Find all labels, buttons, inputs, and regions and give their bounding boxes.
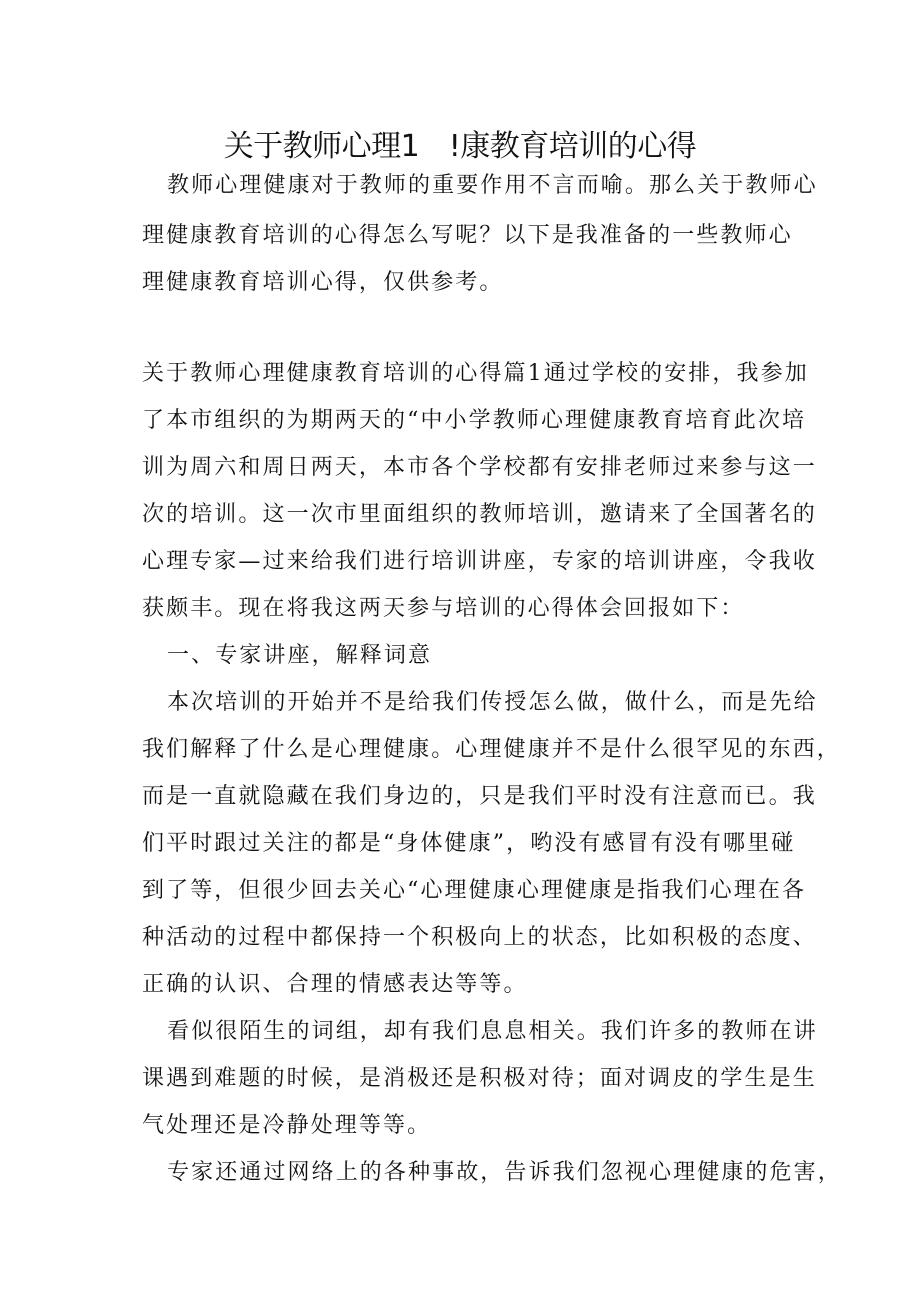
text-line: 课遇到难题的时候，是消极还是积极对待；面对调皮的学生是生: [142, 1066, 817, 1091]
text-line: 了本市组织的为期两天的“中小学教师心理健康教育培育此次培: [142, 408, 807, 433]
text-line: 气处理还是冷静处理等等。: [142, 1113, 432, 1138]
text-line: 看似很陌生的词组，却有我们息息相关。我们许多的教师在讲: [167, 1019, 818, 1044]
text-line: 训为周六和周日两天，本市各个学校都有安排老师过来参与这一: [142, 455, 817, 480]
text-line: 本次培训的开始并不是给我们传授怎么做，做什么，而是先给: [167, 690, 818, 715]
text-line: 次的培训。这一次市里面组织的教师培训，邀请来了全国著名的: [142, 502, 817, 527]
document-title: 关于教师心理1 !康教育培训的心得: [223, 129, 697, 164]
text-line: 种活动的过程中都保持一个积极向上的状态，比如积极的态度、: [142, 925, 817, 950]
text-line: 教师心理健康对于教师的重要作用不言而喻。那么关于教师心: [167, 173, 818, 198]
text-line: 我们解释了什么是心理健康。心理健康并不是什么很罕见的东西，: [142, 737, 841, 762]
text-line: 而是一直就隐藏在我们身边的，只是我们平时没有注意而已。我: [142, 784, 817, 809]
text-line: 理健康教育培训的心得怎么写呢？以下是我准备的一些教师心: [142, 223, 793, 248]
text-line: 到了等，但很少回去关心“心理健康心理健康是指我们心理在各: [142, 878, 807, 903]
text-line: 专家还通过网络上的各种事故，告诉我们忽视心理健康的危害，: [167, 1160, 842, 1185]
text-line: 们平时跟过关注的都是“身体健康”，哟没有感冒有没有哪里碰: [142, 831, 796, 856]
text-line: 获颇丰。现在将我这两天参与培训的心得体会回报如下：: [142, 596, 745, 621]
section-heading: 一、专家讲座，解释词意: [167, 643, 433, 668]
text-line: 理健康教育培训心得，仅供参考。: [142, 270, 504, 295]
text-line: 心理专家—过来给我们进行培训讲座，专家的培训讲座，令我收: [142, 549, 817, 574]
text-line: 正确的认识、合理的情感表达等等。: [142, 972, 528, 997]
text-line: 关于教师心理健康教育培训的心得篇1通过学校的安排，我参加: [142, 361, 809, 386]
